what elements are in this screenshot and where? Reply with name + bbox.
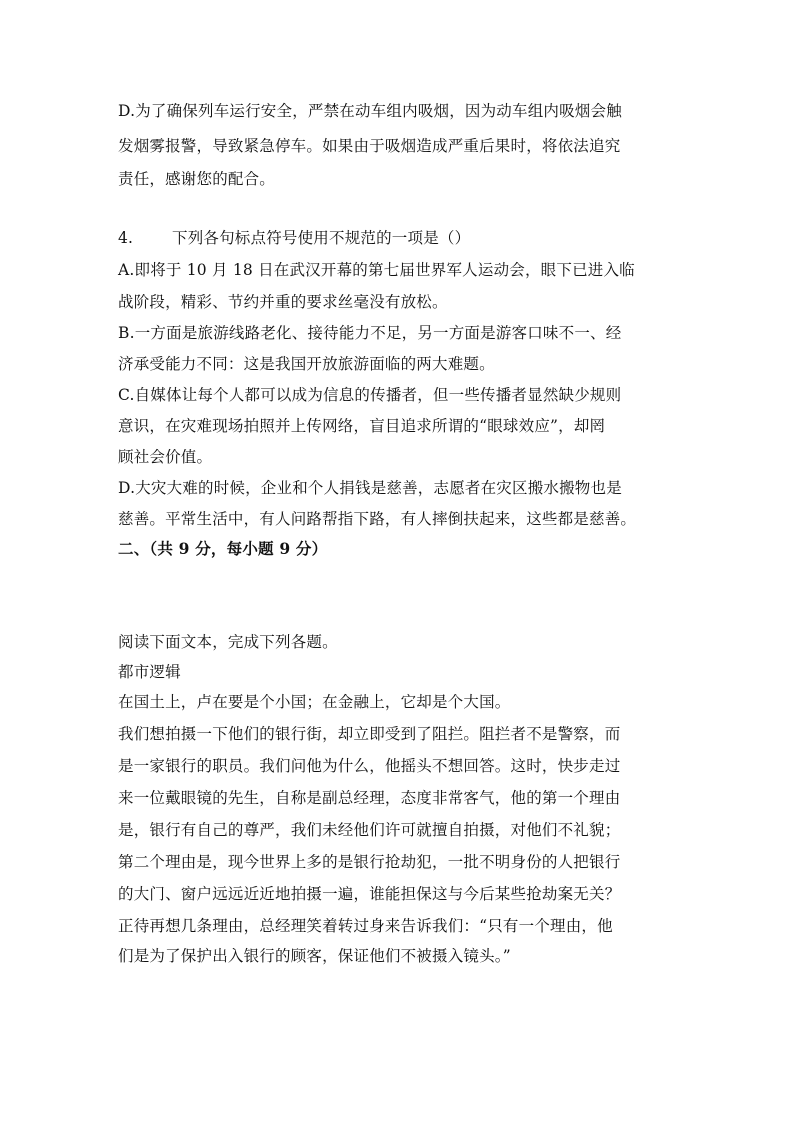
q4-option-c-line-1: C.自媒体让每个人都可以成为信息的传播者，但一些传播者显然缺少规则 (118, 386, 622, 404)
article-line-5: 是，银行有自己的尊严，我们未经他们许可就擅自拍摄，对他们不礼貌； (118, 821, 621, 839)
article-title: 都市逻辑 (118, 663, 181, 681)
q4-option-b-line-2: 济承受能力不同：这是我国开放旅游面临的两大难题。 (118, 355, 495, 373)
q3-option-d-line-2: 发烟雾报警，导致紧急停车。如果由于吸烟造成严重后果时，将依法追究 (118, 137, 621, 155)
q3-option-d-line-3: 责任，感谢您的配合。 (118, 170, 276, 188)
q3-option-d-line-1: D.为了确保列车运行安全，严禁在动车组内吸烟，因为动车组内吸烟会触 (118, 102, 622, 120)
article-line-8: 正待再想几条理由，总经理笑着转过身来告诉我们：“只有一个理由，他 (118, 917, 613, 935)
q4-option-d-line-2: 慈善。平常生活中，有人问路帮指下路，有人摔倒扶起来，这些都是慈善。 (118, 510, 637, 528)
q4-option-a-line-2: 战阶段，精彩、节约并重的要求丝毫没有放松。 (118, 293, 448, 311)
q4-stem: 下列各句标点符号使用不规范的一项是（） (172, 229, 471, 247)
article-line-1: 在国土上，卢在要是个小国；在金融上，它却是个大国。 (118, 693, 511, 711)
q4-number: 4. (118, 229, 134, 247)
q4-option-b-line-1: B.一方面是旅游线路老化、接待能力不足，另一方面是游客口味不一、经 (118, 324, 622, 342)
article-line-3: 是一家银行的职员。我们问他为什么，他摇头不想回答。这时，快步走过 (118, 757, 621, 775)
article-line-2: 我们想拍摄一下他们的银行街，却立即受到了阻拦。阻拦者不是警察，而 (118, 725, 621, 743)
article-line-4: 来一位戴眼镜的先生，自称是副总经理，态度非常客气，他的第一个理由 (118, 789, 621, 807)
q4-option-c-line-2: 意识，在灾难现场拍照并上传网络，盲目追求所谓的“眼球效应”，却罔 (118, 417, 606, 435)
q4-option-a-line-1: A.即将于 10 月 18 日在武汉开幕的第七届世界军人运动会，眼下已进入临 (118, 261, 635, 279)
reading-instruction: 阅读下面文本，完成下列各题。 (118, 633, 338, 651)
q4-option-d-line-1: D.大灾大难的时候，企业和个人捐钱是慈善，志愿者在灾区搬水搬物也是 (118, 479, 622, 497)
section-2-heading: 二、（共 9 分，每小题 9 分） (118, 539, 328, 558)
article-line-9: 们是为了保护出入银行的顾客，保证他们不被摄入镜头。” (118, 947, 511, 965)
q4-option-c-line-3: 顾社会价值。 (118, 448, 213, 466)
article-line-6: 第二个理由是，现今世界上多的是银行抢劫犯，一批不明身份的人把银行 (118, 853, 621, 871)
q4-stem-line (118, 228, 678, 248)
article-line-7: 的大门、窗户远远近近地拍摄一遍，谁能担保这与今后某些抢劫案无关？ (118, 885, 621, 903)
